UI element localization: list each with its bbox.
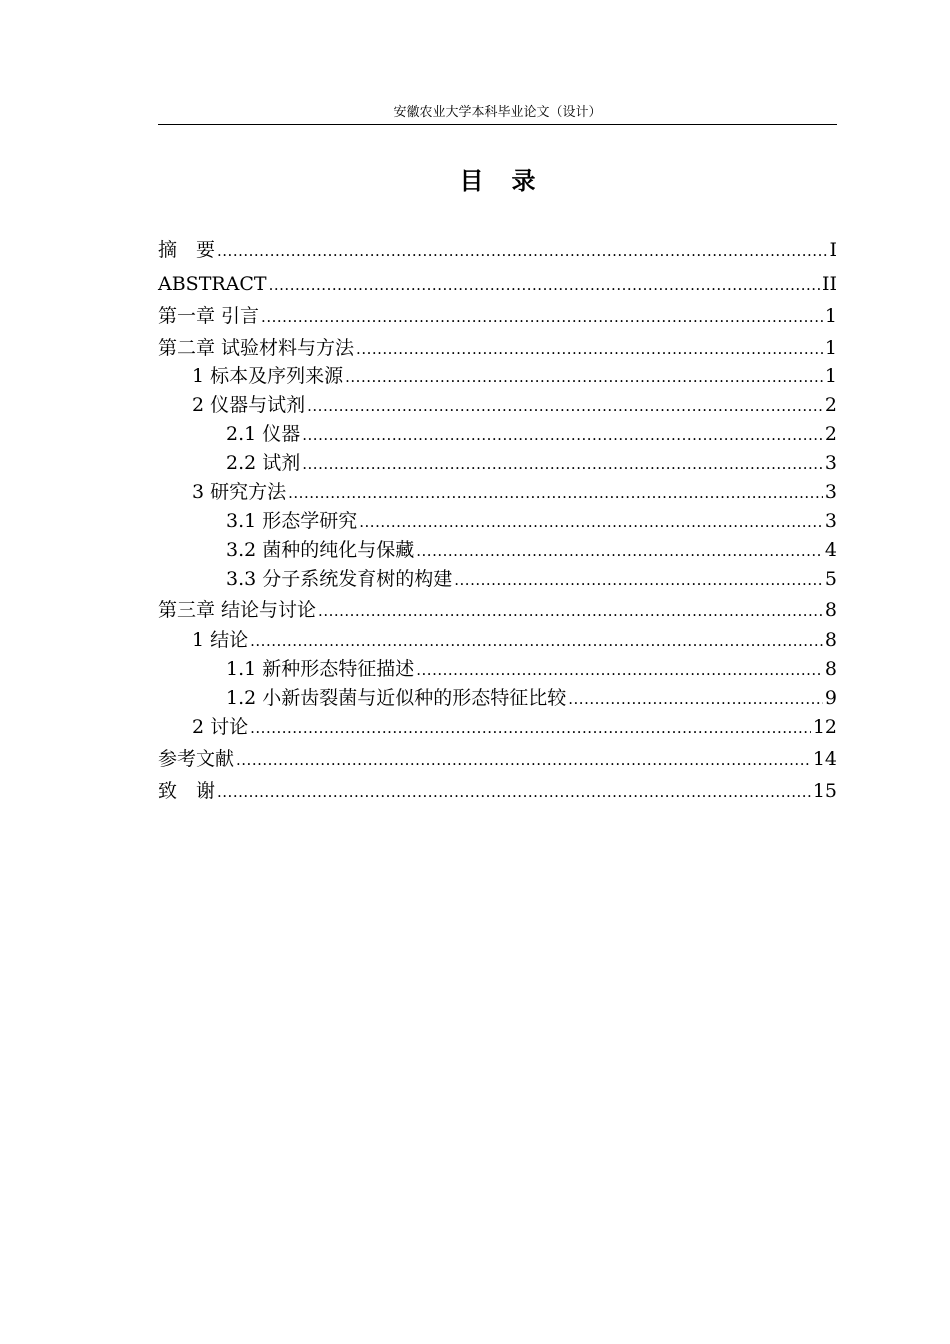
toc-entry-label: 参考文献 [158,748,235,770]
toc-dot-leader [236,746,811,774]
toc-dot-leader [269,271,820,299]
toc-entry-page: 5 [824,568,837,590]
toc-entry[interactable] [158,745,837,774]
toc-entry-page: 3 [824,481,837,503]
toc-dot-leader [261,303,823,331]
toc-entry[interactable] [158,391,837,420]
toc-entry-page: 8 [824,599,837,621]
toc-title: 目录 [459,166,564,195]
toc-entry-label: 2.2 试剂 [226,452,301,474]
toc-dot-leader [318,597,823,625]
toc-entry-page: 14 [812,748,837,770]
toc-entry-label: ABSTRACT [158,273,267,295]
toc-entry[interactable] [158,596,837,625]
toc-entry-page: 2 [824,423,837,445]
toc-dot-leader [356,335,823,363]
toc-entry-page: 2 [824,394,837,416]
toc-entry[interactable] [158,236,837,265]
toc-entry-label: 1.1 新种形态特征描述 [226,658,415,680]
toc-entry[interactable] [158,777,837,806]
toc-entry-label: 1.2 小新齿裂菌与近似种的形态特征比较 [226,687,567,709]
toc-entry[interactable] [158,684,837,713]
toc-entry[interactable] [158,478,837,507]
toc-dot-leader [217,778,811,806]
toc-entry-page: 1 [824,365,837,387]
toc-entry-page: 1 [824,337,837,359]
toc-entry-label: 1 标本及序列来源 [192,365,344,387]
toc-entry-page: 12 [812,716,837,738]
toc-dot-leader [345,363,823,391]
toc-entry-label: 第三章 结论与讨论 [158,599,317,621]
toc-dot-leader [359,508,823,536]
toc-entry[interactable] [158,362,837,391]
toc-entry-page: 3 [824,452,837,474]
toc-dot-leader [307,392,823,420]
toc-entry[interactable] [158,449,837,478]
toc-entry[interactable] [158,302,837,331]
toc-entry-page: 1 [824,305,837,327]
toc-dot-leader [250,627,823,655]
toc-entry[interactable] [158,655,837,684]
header-rule [158,124,837,125]
toc-entry-label: 3.1 形态学研究 [226,510,358,532]
toc-dot-leader [416,537,823,565]
toc-entry-label: 2.1 仪器 [226,423,301,445]
toc-entry[interactable] [158,713,837,742]
toc-entry-page: 8 [824,629,837,651]
toc-dot-leader [302,450,823,478]
toc-entry[interactable] [158,507,837,536]
toc-entry-label: 1 结论 [192,629,249,651]
toc-entry-label: 摘 要 [158,239,216,261]
toc-entry-label: 2 讨论 [192,716,249,738]
toc-entry-page: I [829,239,837,261]
toc-dot-leader [568,685,823,713]
toc-entry-page: 9 [824,687,837,709]
toc-entry-label: 3.2 菌种的纯化与保藏 [226,539,415,561]
toc-dot-leader [217,237,827,265]
toc-entry-page: 3 [824,510,837,532]
toc-entry[interactable] [158,420,837,449]
toc-dot-leader [416,656,823,684]
toc-dot-leader [302,421,823,449]
toc-entry-label: 第二章 试验材料与方法 [158,337,355,359]
toc-entry-page: 8 [824,658,837,680]
toc-entry[interactable] [158,565,837,594]
toc-entry-page: 15 [812,780,837,802]
toc-entry-label: 致 谢 [158,780,216,802]
toc-entry[interactable] [158,334,837,363]
toc-entry-page: 4 [824,539,837,561]
toc-dot-leader [250,714,811,742]
toc-entry-label: 3.3 分子系统发育树的构建 [226,568,453,590]
toc-entry-page: II [821,273,837,295]
toc-entry-label: 第一章 引言 [158,305,260,327]
toc-entry[interactable] [158,626,837,655]
toc-dot-leader [454,566,823,594]
toc-entry-label: 3 研究方法 [192,481,287,503]
toc-entry[interactable] [158,270,837,299]
toc-dot-leader [288,479,823,507]
toc-entry[interactable] [158,536,837,565]
running-header: 安徽农业大学本科毕业论文（设计） [393,105,602,120]
toc-entry-label: 2 仪器与试剂 [192,394,306,416]
